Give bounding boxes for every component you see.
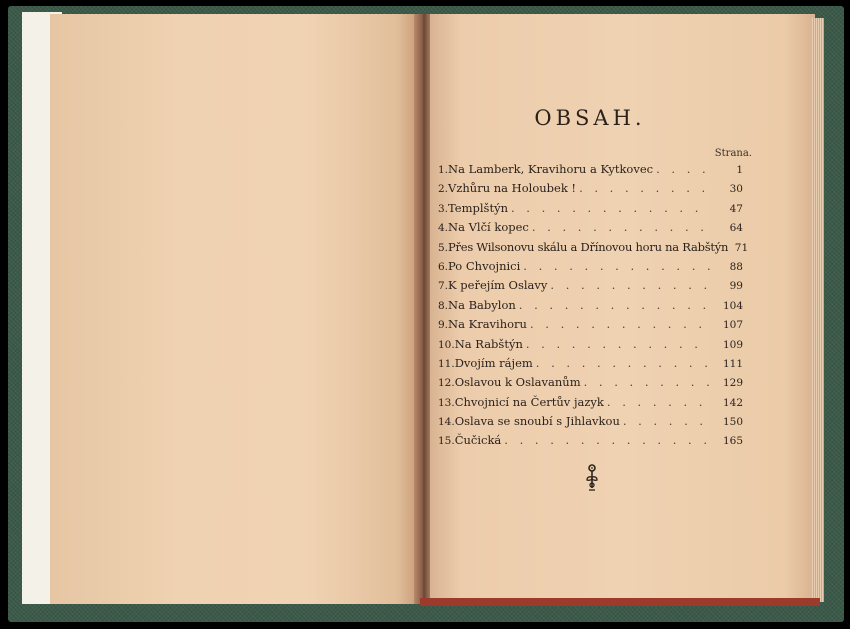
entry-page: 104 (722, 299, 743, 312)
entry-title: Na Lamberk, Kravihoru a Kytkovec (448, 162, 654, 176)
page-column-header: Strana. (714, 148, 752, 159)
entry-number: 14. (438, 416, 455, 429)
entry-page: 1 (736, 164, 743, 176)
leader-dots (536, 354, 710, 373)
toc-title: OBSAH. (534, 106, 646, 130)
leader-dots (656, 160, 710, 179)
toc-entry (438, 257, 743, 276)
leader-dots (584, 373, 710, 392)
toc-list (438, 160, 749, 451)
entry-number: 2. (438, 183, 449, 196)
entry-page: 107 (722, 319, 743, 332)
floral-ornament-icon (583, 463, 601, 493)
toc-entry (438, 160, 743, 179)
leader-dots (511, 199, 710, 218)
entry-title: Templštýn (448, 200, 508, 215)
toc-entry (438, 412, 743, 431)
leader-dots (530, 315, 710, 334)
entry-title: Po Chvojnici (448, 258, 521, 273)
entry-page: 64 (729, 222, 743, 235)
toc-entry (438, 296, 743, 315)
entry-page: 142 (722, 396, 743, 409)
entry-number: 12. (438, 377, 455, 390)
entry-title: Na Rabštýn (454, 336, 523, 351)
toc-entry (438, 431, 743, 450)
left-page-blank (50, 14, 418, 604)
entry-title: Oslavou k Oslavanům (454, 375, 581, 390)
toc-entry (438, 315, 743, 334)
entry-number: 4. (438, 222, 449, 235)
toc-entry (438, 199, 743, 218)
toc-entry (438, 179, 743, 198)
entry-title: K peřejím Oslavy (448, 278, 548, 293)
leader-dots (550, 276, 710, 295)
toc-entry (438, 393, 743, 412)
entry-page: 88 (729, 260, 743, 273)
entry-number: 5. (438, 241, 449, 254)
toc-entry (438, 354, 743, 373)
entry-title: Dvojím rájem (454, 355, 533, 370)
leader-dots (532, 218, 710, 237)
entry-title: Vzhůru na Holoubek ! (448, 181, 577, 196)
entry-page: 47 (729, 202, 743, 215)
entry-page: 99 (729, 280, 743, 293)
entry-page: 165 (722, 435, 743, 448)
entry-page: 111 (722, 357, 743, 370)
toc-entry (438, 276, 743, 295)
entry-number: 13. (438, 396, 455, 409)
entry-number: 10. (438, 338, 455, 351)
entry-number: 1. (438, 164, 449, 176)
leader-dots (579, 179, 710, 198)
red-page-edge (420, 598, 820, 606)
entry-number: 15. (438, 435, 455, 448)
entry-title: Chvojnicí na Čertův jazyk (454, 394, 604, 409)
leader-dots (607, 393, 710, 412)
entry-title: Přes Wilsonovu skálu a Dřínovou horu na Rabštýn (448, 239, 729, 254)
leader-dots (623, 412, 710, 431)
entry-number: 3. (438, 202, 449, 215)
page-edges (812, 18, 824, 602)
toc-entry (438, 238, 749, 257)
entry-title: Oslava se snoubí s Jihlavkou (454, 414, 620, 429)
entry-title: Na Vlčí kopec (448, 220, 529, 235)
toc-entry (438, 373, 743, 392)
entry-page: 109 (722, 338, 743, 351)
entry-title: Čučická (454, 433, 502, 448)
entry-number: 7. (438, 280, 449, 293)
entry-title: Na Kravihoru (448, 317, 527, 332)
entry-title: Na Babylon (448, 297, 516, 312)
entry-page: 150 (722, 416, 743, 429)
leader-dots (526, 335, 710, 354)
entry-number: 6. (438, 260, 449, 273)
leader-dots (523, 257, 710, 276)
entry-number: 9. (438, 319, 449, 332)
entry-page: 30 (729, 183, 743, 196)
entry-page: 129 (722, 377, 743, 390)
entry-number: 8. (438, 299, 449, 312)
entry-page: 71 (734, 241, 749, 254)
leader-dots (504, 431, 710, 450)
toc-entry (438, 218, 743, 237)
leader-dots (519, 296, 710, 315)
toc-entry (438, 335, 743, 354)
entry-number: 11. (438, 357, 455, 370)
